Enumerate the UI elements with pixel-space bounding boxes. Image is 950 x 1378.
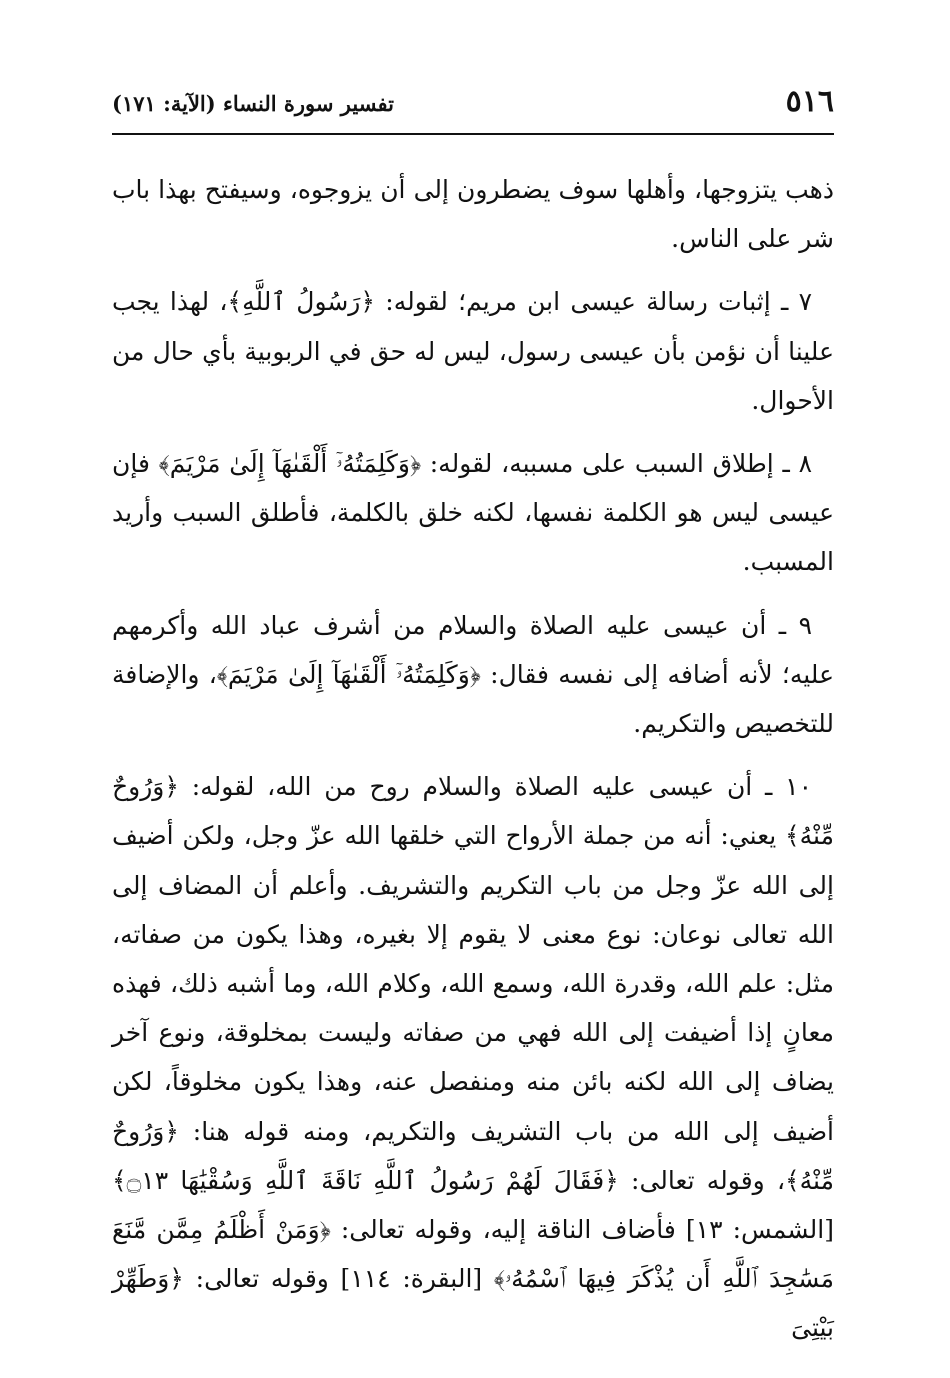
page-body [112,165,834,1367]
paragraph-point-9: ٩ ـ أن عيسى عليه الصلاة والسلام من أشرف عباد الله وأكرمهم عليه؛ لأنه أضافه إلى نفسه فقال: ﴿وَكَلِمَتُهُۥٓ أَلْقَىٰهَآ إِلَىٰ مَرْيَمَ﴾، والإضافة للتخصيص والتكريم. [112,610,834,739]
page-number: ٥١٦ [785,84,834,119]
paragraph-point-7: ٧ ـ إثبات رسالة عيسى ابن مريم؛ لقوله: ﴿رَسُولُ ٱللَّهِ﴾، لهذا يجب علينا أن نؤمن بأن عيسى رسول، ليس له حق في الربوبية بأي حال من الأحوال. [112,287,834,415]
paragraph-continuation: ذهب يتزوجها، وأهلها سوف يضطرون إلى أن يزوجوه، وسيفتح بهذا باب شر على الناس. [112,175,834,254]
running-title: تفسير سورة النساء (الآية: ١٧١) [112,91,394,116]
page-header [112,82,834,128]
paragraph-point-10: ١٠ ـ أن عيسى عليه الصلاة والسلام روح من الله، لقوله: ﴿وَرُوحٌ مِّنْهُ﴾ يعني: أنه من جملة الأرواح التي خلقها الله عزّ وجل، ولكن أضيف إلى الله عزّ وجل من باب التكريم والتشريف. وأعلم أن المضاف إلى الله تعالى نوعان: نوع معنى لا يقوم إلا بغيره، وهذا يكون من صفاته، مثل: علم الله، وقدرة الله، وسمع الله، وكلام الله، وما أشبه ذلك، فهذه معانٍ إذا أضيفت إلى الله فهي من صفاته وليست بمخلوقة، ونوع آخر يضاف إلى الله لكنه بائن منه ومنفصل عنه، وهذا يكون مخلوقاً، لكن أضيف إلى الله من باب التشريف والتكريم، ومنه قوله هنا: ﴿وَرُوحٌ مِّنْهُ﴾، وقوله تعالى: ﴿فَقَالَ لَهُمْ رَسُولُ ٱللَّهِ نَاقَةَ ٱللَّهِ وَسُقْيَٰهَا ۝١٣﴾ [الشمس: ١٣] فأضاف الناقة إليه، وقوله تعالى: ﴿وَمَنْ أَظْلَمُ مِمَّن مَّنَعَ مَسَٰجِدَ ٱللَّهِ أَن يُذْكَرَ فِيهَا ٱسْمُهُۥ﴾ [البقرة: ١١٤] وقوله تعالى: ﴿وَطَهِّرْ بَيْتِىَ [112,772,834,1343]
header-divider [112,133,834,135]
paragraph-point-8: ٨ ـ إطلاق السبب على مسببه، لقوله: ﴿وَكَلِمَتُهُۥٓ أَلْقَىٰهَآ إِلَىٰ مَرْيَمَ﴾ فإن عيسى ليس هو الكلمة نفسها، لكنه خلق بالكلمة، فأطلق السبب وأريد المسبب. [112,449,834,577]
